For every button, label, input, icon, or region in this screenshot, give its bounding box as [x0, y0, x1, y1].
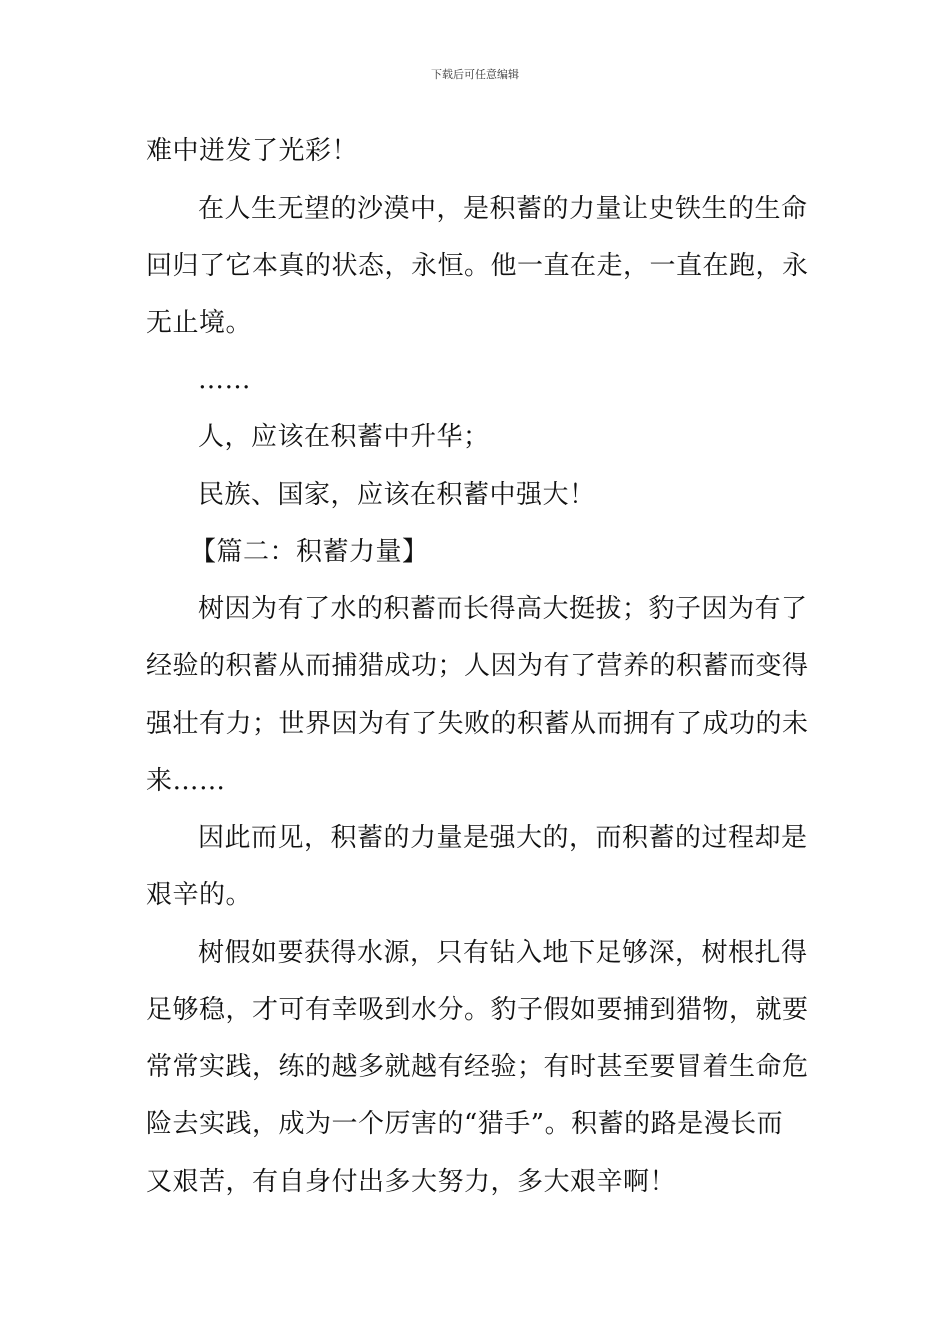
text-line: 无止境。	[146, 308, 253, 338]
text-line: 强壮有力；世界因为有了失败的积蓄从而拥有了成功的未	[146, 709, 809, 739]
text-line: 人，应该在积蓄中升华；	[198, 422, 490, 452]
text-line: 树假如要获得水源，只有钻入地下足够深，树根扎得	[198, 938, 808, 968]
text-line: 常常实践，练的越多就越有经验；有时甚至要冒着生命危	[146, 1052, 809, 1082]
text-line: 经验的积蓄从而捕猎成功；人因为有了营养的积蓄而变得	[146, 651, 809, 681]
text-line: 在人生无望的沙漠中，是积蓄的力量让史铁生的生命	[198, 194, 808, 224]
text-line: 树因为有了水的积蓄而长得高大挺拔；豹子因为有了	[198, 594, 808, 624]
section-heading: 【篇二：积蓄力量】	[190, 537, 429, 567]
text-line: 回归了它本真的状态，永恒。他一直在走，一直在跑，永	[146, 251, 809, 281]
text-line: 来……	[146, 766, 226, 796]
ellipsis-line: ……	[198, 365, 251, 395]
text-line: 民族、国家，应该在积蓄中强大！	[198, 480, 596, 510]
text-line: 足够稳，才可有幸吸到水分。豹子假如要捕到猎物，就要	[146, 995, 809, 1025]
page-header: 下载后可任意编辑	[431, 68, 519, 81]
text-line: 难中迸发了光彩！	[146, 136, 359, 166]
text-line: 又艰苦，有自身付出多大努力，多大艰辛啊！	[146, 1167, 677, 1197]
text-line: 因此而见，积蓄的力量是强大的，而积蓄的过程却是	[198, 823, 808, 853]
text-line: 艰辛的。	[146, 880, 253, 910]
text-line: 险去实践，成为一个厉害的“猎手”。积蓄的路是漫长而	[146, 1109, 784, 1139]
